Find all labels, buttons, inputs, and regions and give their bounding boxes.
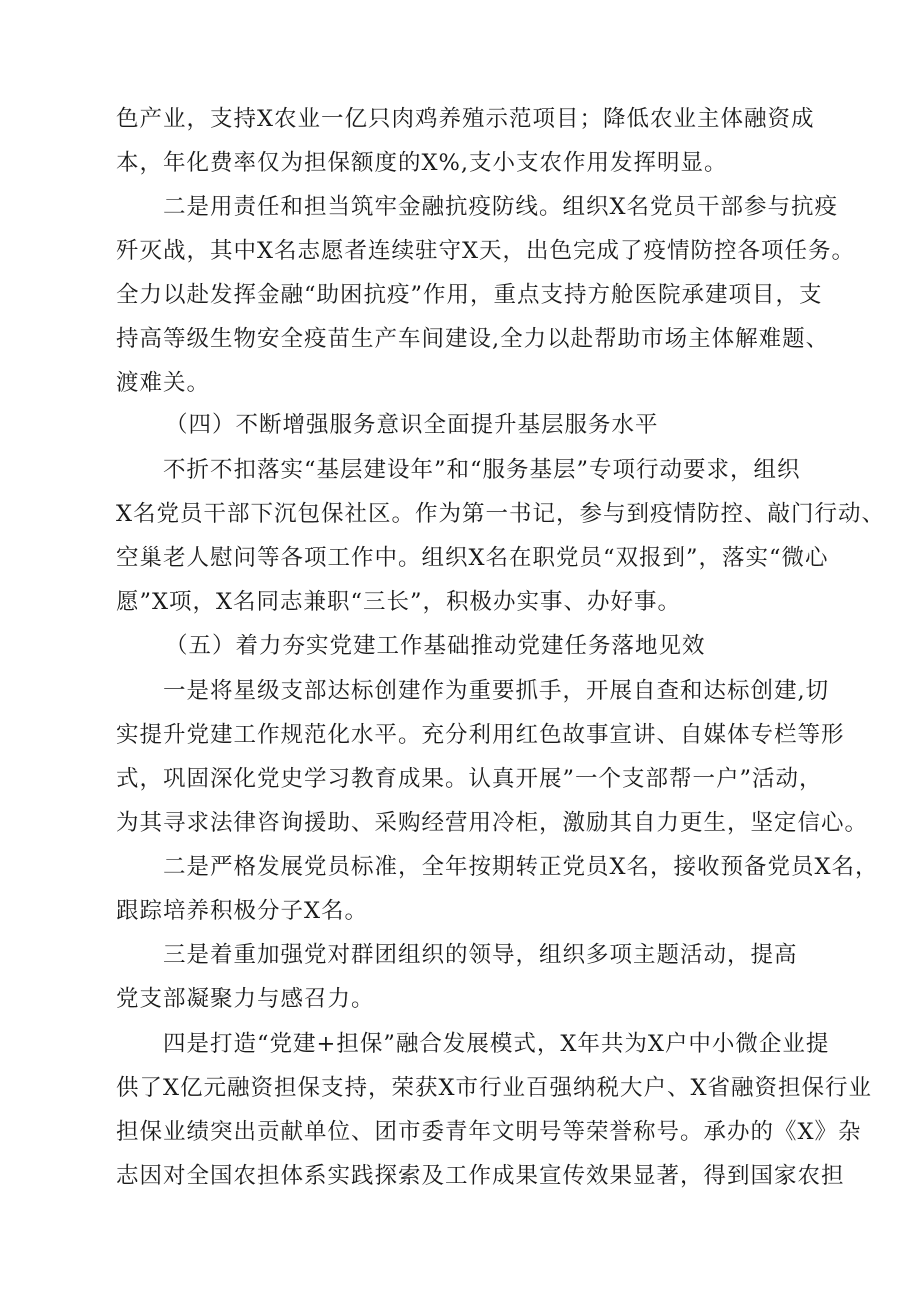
paragraph-line: 三是着重加强党对群团组织的领导，组织多项主题活动，提高 <box>163 942 798 968</box>
paragraph-line: 党支部凝聚力与感召力。 <box>116 986 375 1012</box>
paragraph-line: 式，巩固深化党史学习教育成果。认真开展”一个支部帮一户”活动， <box>116 766 823 792</box>
paragraph-line: 志因对全国农担体系实践探索及工作成果宣传效果显著，得到国家农担 <box>116 1163 845 1189</box>
paragraph-line: 色产业，支持X农业一亿只肉鸡养殖示范项目；降低农业主体融资成 <box>116 106 815 132</box>
paragraph-line: 四是打造“党建+担保”融合发展模式，X年共为X户中小微企业提 <box>163 1031 830 1057</box>
paragraph-line: 渡难关。 <box>116 370 211 396</box>
paragraph-line: 跟踪培养积极分子X名。 <box>116 898 369 924</box>
paragraph-line: 担保业绩突出贡献单位、团市委青年文明号等荣誉称号。承办的《X》杂 <box>116 1119 862 1145</box>
paragraph-line: X名党员干部下沉包保社区。作为第一书记，参与到疫情防控、敲门行动、 <box>116 501 886 527</box>
paragraph-line: 二是用责任和担当筑牢金融抗疫防线。组织X名党员干部参与抗疫 <box>163 194 839 220</box>
paragraph-line: 全力以赴发挥金融“助困抗疫”作用，重点支持方舱医院承建项目，支 <box>116 282 823 308</box>
section-heading: （四）不断增强服务意识全面提升基层服务水平 <box>165 412 659 438</box>
paragraph-line: 歼灭战，其中X名志愿者连续驻守X天，出色完成了疫情防控各项任务。 <box>116 238 856 264</box>
paragraph-line: 空巢老人慰问等各项工作中。组织X名在职党员“双报到”，落实“微心 <box>116 545 829 571</box>
paragraph-line: 供了X亿元融资担保支持，荣获X市行业百强纳税大户、X省融资担保行业 <box>116 1075 873 1101</box>
paragraph-line: 一是将星级支部达标创建作为重要抓手，开展自查和达标创建,切 <box>163 678 830 704</box>
paragraph-line: 实提升党建工作规范化水平。充分利用红色故事宣讲、自媒体专栏等形 <box>116 722 845 748</box>
paragraph-line: 二是严格发展党员标准，全年按期转正党员X名，接收预备党员X名， <box>163 854 879 880</box>
paragraph-line: 为其寻求法律咨询援助、采购经营用冷柜，激励其自力更生，坚定信心。 <box>116 810 869 836</box>
paragraph-line: 本，年化费率仅为担保额度的X%,支小支农作用发挥明显。 <box>116 150 728 176</box>
paragraph-line: 持高等级生物安全疫苗生产车间建设,全力以赴帮助市场主体解难题、 <box>116 326 830 352</box>
paragraph-line: 愿”X项，X名同志兼职“三长”，积极办实事、办好事。 <box>116 589 682 615</box>
paragraph-line: 不折不扣落实“基层建设年”和“服务基层”专项行动要求，组织 <box>163 457 801 483</box>
section-heading: （五）着力夯实党建工作基础推动党建任务落地见效 <box>165 633 706 659</box>
